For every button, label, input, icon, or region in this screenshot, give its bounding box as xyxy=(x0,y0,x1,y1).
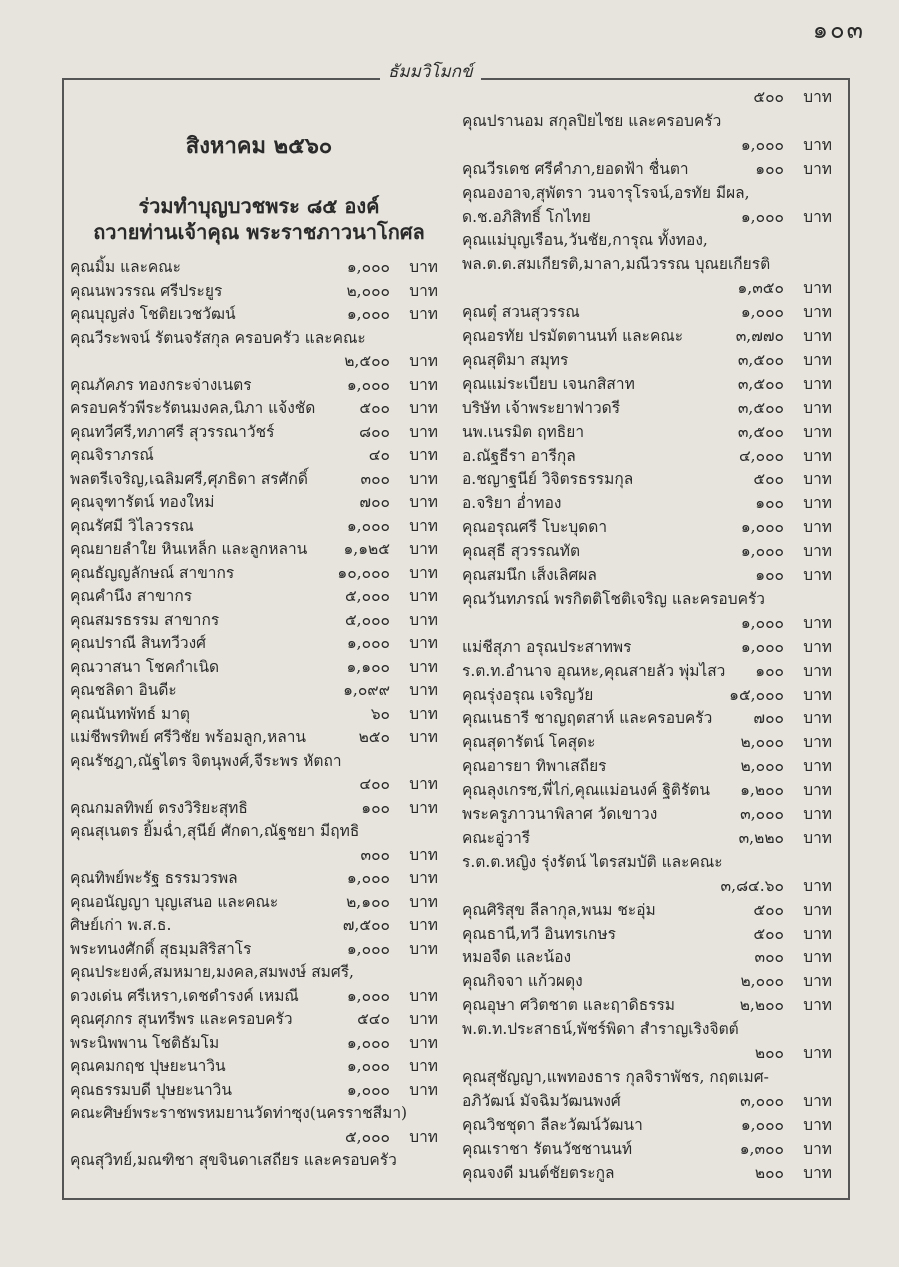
currency-unit: บาท xyxy=(803,303,832,322)
currency-unit: บาท xyxy=(803,613,832,632)
currency-unit: บาท xyxy=(409,446,438,464)
donation-amount: ๑๐๐ xyxy=(361,798,390,817)
currency-unit: บาท xyxy=(409,305,438,323)
donor-name: คุณตุ๋ สวนสุวรรณ xyxy=(462,303,580,322)
donor-name: ร.ต.ต.หญิง รุ่งรัตน์ ไตรสมบัติ และคณะ xyxy=(462,852,723,871)
donation-amount: ๑,๐๐๐ xyxy=(740,613,784,632)
donor-name: คุณองอาจ,สุพัตรา วนจารุโรจน์,อรทัย มีผล, xyxy=(462,183,750,202)
currency-unit: บาท xyxy=(409,1057,438,1075)
donor-name: คุณสุวิทย์,มณฑิชา สุขจินดาเสถียร และครอบครัว xyxy=(70,1151,397,1169)
donation-amount: ๕๐๐ xyxy=(753,900,784,919)
donation-amount: ๓,๕๐๐ xyxy=(737,398,784,417)
donor-name: คุณอุษา ศวิตชาต และฤาดิธรรม xyxy=(462,996,676,1015)
donor-name: คุณทวีศรี,ทภาศรี สุวรรณาวัชร์ xyxy=(70,422,275,441)
donation-amount: ๒,๐๐๐ xyxy=(740,733,784,752)
donation-amount: ๓,๕๐๐ xyxy=(737,422,784,441)
donor-name: คุณนันทพัทธ์ มาตุ xyxy=(70,704,190,723)
donor-name: คุณแม่บุญเรือน,วันชัย,การุณ ทั้งทอง, xyxy=(462,231,708,250)
donor-name: คุณจงดี มนต์ชัยตระกูล xyxy=(462,1163,615,1182)
donation-amount: ๒๕๐ xyxy=(358,728,390,746)
donor-name: คุณวีรเดช ศรีคำภา,ยอดฟ้า ชื่นตา xyxy=(462,159,689,178)
donor-name: คุณอรุณศรี โบะบุดดา xyxy=(462,518,608,537)
donation-amount: ๒,๑๐๐ xyxy=(346,892,390,911)
currency-unit: บาท xyxy=(409,422,438,441)
magazine-name: ธัมมวิโมกข์ xyxy=(380,58,481,85)
donor-name: คุณเนธารี ชาญฤตสาห์ และครอบครัว xyxy=(462,709,713,728)
currency-unit: บาท xyxy=(409,258,438,276)
donation-amount: ๔๐๐ xyxy=(359,775,390,793)
currency-unit: บาท xyxy=(409,540,438,558)
donation-amount: ๒,๒๐๐ xyxy=(739,996,784,1015)
currency-unit: บาท xyxy=(409,493,438,511)
donation-amount: ๕๐๐ xyxy=(753,88,784,106)
donor-name: ด.ช.อภิสิทธิ์ โกไทย xyxy=(462,207,591,226)
currency-unit: บาท xyxy=(409,281,438,300)
donation-amount: ๑,๐๐๐ xyxy=(346,305,390,323)
donation-amount: ๑,๑๐๐ xyxy=(346,657,390,676)
donation-amount: ๓๐๐ xyxy=(360,845,390,864)
donation-amount: ๕๔๐ xyxy=(357,1010,390,1028)
currency-unit: บาท xyxy=(803,876,832,895)
donation-amount: ๗๐๐ xyxy=(753,709,784,728)
donation-amount: ๕๐๐ xyxy=(753,924,784,943)
currency-unit: บาท xyxy=(803,996,832,1015)
donor-name: คุณวันทภรณ์ พรกิตติโชติเจริญ และครอบครัว xyxy=(462,589,765,608)
donor-name: คุณปรานอม สกุลปิยไชย และครอบครัว xyxy=(462,111,722,130)
donor-name: คุณศุภกร สุนทรีพร และครอบครัว xyxy=(70,1010,293,1028)
donation-amount: ๑,๐๐๐ xyxy=(740,135,784,154)
donation-amount: ๓,๐๐๐ xyxy=(740,805,784,823)
donor-name: ศิษย์เก่า พ.ส.ธ. xyxy=(70,916,172,934)
donation-amount: ๑,๐๐๐ xyxy=(346,1080,390,1099)
donation-amount: ๒๐๐ xyxy=(754,1163,784,1182)
donation-amount: ๕๐๐ xyxy=(359,399,390,417)
donation-amount: ๑,๐๐๐ xyxy=(346,258,390,276)
donor-name: คุณสุดารัตน์ โคสุดะ xyxy=(462,733,596,752)
donation-amount: ๑๐๐ xyxy=(755,566,784,584)
donor-name: คุณรัชฎา,ณัฐไตร จิตนุพงศ์,จีระพร หัตถา xyxy=(70,751,342,770)
donor-name: คุณภัคภร ทองกระจ่างเนตร xyxy=(70,375,252,394)
currency-unit: บาท xyxy=(803,828,832,847)
currency-unit: บาท xyxy=(803,948,832,967)
donor-name: คุณอารยา ทิพาเสถียร xyxy=(462,757,607,776)
donation-amount: ๑,๐๙๙ xyxy=(343,681,390,699)
donor-name: คุณวิชชุดา ลีละวัฒน์วัฒนา xyxy=(462,1115,643,1134)
donation-amount: ๓,๗๗๐ xyxy=(735,327,784,345)
donor-name: คุณอรทัย ปรมัตตานนท์ และคณะ xyxy=(462,327,684,345)
donor-name: คุณวาสนา โชคกำเนิด xyxy=(70,657,220,676)
donation-amount: ๕,๐๐๐ xyxy=(344,1127,390,1146)
donation-amount: ๑,๐๐๐ xyxy=(346,1057,390,1075)
currency-unit: บาท xyxy=(803,685,832,704)
donor-name: คุณลุงเกรซ,พี่ไก่,คุณแม่อนงค์ ฐิติรัตน xyxy=(462,781,710,800)
donor-name: คุณเราชา รัตนวัชชานนท์ xyxy=(462,1139,633,1158)
donor-name: คุณธรรมบดี ปุษยะนาวิน xyxy=(70,1080,232,1099)
donation-amount: ๔๐ xyxy=(368,446,390,464)
donation-amount: ๑๐๐ xyxy=(755,159,784,178)
donation-amount: ๓,๕๐๐ xyxy=(737,350,784,369)
donor-name: พล.ต.ต.สมเกียรติ,มาลา,มณีวรรณ บุณยเกียรติ xyxy=(462,255,771,274)
donor-name: คุณประยงค์,สมหมาย,มงคล,สมพงษ์ สมศรี, xyxy=(70,963,354,981)
donor-name: อภิวัฒน์ มัจฉิมวัฒนพงศ์ xyxy=(462,1091,621,1110)
currency-unit: บาท xyxy=(409,1080,438,1099)
donor-name: พระครูภาวนาพิลาศ วัดเขาวง xyxy=(462,805,658,823)
donor-name: คุณสุชัญญา,แพทองธาร กุลจิราพัชร, กฤตเมศ- xyxy=(462,1067,769,1086)
donor-name: คุณจุฑารัตน์ ทองใหม่ xyxy=(70,493,215,511)
donor-name: บริษัท เจ้าพระยาฟาวดรี xyxy=(462,398,621,417)
donor-name: คุณธัญญลักษณ์ สาขากร xyxy=(70,563,235,582)
donation-amount: ๑,๓๕๐ xyxy=(737,279,784,298)
donor-name: คุณทิพย์พะรัฐ ธรรมวรพล xyxy=(70,869,238,887)
donor-name: คุณบุญส่ง โชติยเวชวัฒน์ xyxy=(70,305,236,323)
donation-amount: ๑,๑๒๕ xyxy=(343,540,390,558)
donation-amount: ๑๐๐ xyxy=(755,661,784,680)
page-number: ๑๐๓ xyxy=(812,16,865,44)
currency-unit: บาท xyxy=(409,563,438,582)
currency-unit: บาท xyxy=(803,446,832,465)
currency-unit: บาท xyxy=(409,728,438,746)
currency-unit: บาท xyxy=(803,470,832,489)
donation-amount: ๒,๐๐๐ xyxy=(740,757,784,776)
donation-amount: ๑,๐๐๐ xyxy=(740,518,784,537)
donation-amount: ๑๐,๐๐๐ xyxy=(337,563,390,582)
donation-amount: ๑,๐๐๐ xyxy=(740,637,784,656)
donation-amount: ๑,๐๐๐ xyxy=(346,986,390,1005)
donor-name: นพ.เนรมิต ฤทธิยา xyxy=(462,422,585,441)
donation-amount: ๑๐๐ xyxy=(755,494,784,513)
currency-unit: บาท xyxy=(803,1163,832,1182)
donation-amount: ๑,๐๐๐ xyxy=(740,542,784,561)
currency-unit: บาท xyxy=(409,352,438,370)
heading-line-2: ถวายท่านเจ้าคุณ พระราชภาวนาโกศล xyxy=(93,220,425,244)
donor-name: คณะศิษย์พระราชพรหมยานวัดท่าซุง(นครราชสีมา) xyxy=(70,1104,408,1122)
donor-name: พระนิพพาน โชติธัมโม xyxy=(70,1033,220,1052)
donation-amount: ๓๐๐ xyxy=(360,469,390,488)
donation-amount: ๓,๘๔.๖๐ xyxy=(720,876,784,895)
donation-amount: ๑,๐๐๐ xyxy=(346,869,390,887)
currency-unit: บาท xyxy=(409,798,438,817)
currency-unit: บาท xyxy=(803,374,832,393)
donation-amount: ๑,๐๐๐ xyxy=(346,939,390,958)
currency-unit: บาท xyxy=(803,207,832,226)
donor-name: อ.จริยา อ่ำทอง xyxy=(462,494,562,513)
currency-unit: บาท xyxy=(409,399,438,417)
currency-unit: บาท xyxy=(409,469,438,488)
currency-unit: บาท xyxy=(803,781,832,800)
currency-unit: บาท xyxy=(803,422,832,441)
donor-name: หมอจืด และน้อง xyxy=(462,948,572,967)
currency-unit: บาท xyxy=(803,1115,832,1134)
currency-unit: บาท xyxy=(409,1033,438,1052)
currency-unit: บาท xyxy=(409,775,438,793)
donation-amount: ๒๐๐ xyxy=(754,1044,784,1062)
donation-amount: ๑,๓๐๐ xyxy=(739,1139,784,1158)
currency-unit: บาท xyxy=(803,398,832,417)
currency-unit: บาท xyxy=(803,88,832,106)
donor-name: คุณสุธี สุวรรณทัต xyxy=(462,542,581,561)
currency-unit: บาท xyxy=(409,657,438,676)
donation-amount: ๗๐๐ xyxy=(359,493,390,511)
donation-amount: ๓,๕๐๐ xyxy=(737,374,784,393)
currency-unit: บาท xyxy=(803,757,832,776)
donor-name: ครอบครัวพีระรัตนมงคล,นิภา แจ้งชัด xyxy=(70,399,316,417)
currency-unit: บาท xyxy=(409,916,438,934)
currency-unit: บาท xyxy=(409,1010,438,1028)
currency-unit: บาท xyxy=(409,869,438,887)
currency-unit: บาท xyxy=(409,610,438,629)
donor-name: คุณชลิดา อินดีะ xyxy=(70,681,177,699)
donor-name: อ.ณัฐธีรา อารีกุล xyxy=(462,446,576,465)
donor-name: คุณธานี,ทวี อินทรเกษร xyxy=(462,924,616,943)
currency-unit: บาท xyxy=(409,939,438,958)
donor-name: คุณมิ้ม และคณะ xyxy=(70,258,181,276)
donor-name: พ.ต.ท.ประสาธน์,พัชร์พิดา สำราญเริงจิตต์ xyxy=(462,1020,739,1039)
currency-unit: บาท xyxy=(803,159,832,178)
donation-amount: ๑,๐๐๐ xyxy=(740,303,784,322)
donor-name: คุณจิราภรณ์ xyxy=(70,446,154,464)
currency-unit: บาท xyxy=(409,516,438,535)
donor-name: คุณปราณี สินทวีวงศ์ xyxy=(70,634,207,652)
donor-name: อ.ชญาฐนีย์ วิจิตรธรรมกุล xyxy=(462,470,634,489)
donor-name: ร.ต.ท.อำนาจ อุณหะ,คุณสายลัว พุ่มไสว xyxy=(462,661,726,680)
currency-unit: บาท xyxy=(803,518,832,537)
donor-name: คุณรุ่งอรุณ เจริญวัย xyxy=(462,685,594,704)
donation-amount: ๓,๒๒๐ xyxy=(738,828,784,847)
currency-unit: บาท xyxy=(803,494,832,513)
currency-unit: บาท xyxy=(803,327,832,345)
currency-unit: บาท xyxy=(409,892,438,911)
currency-unit: บาท xyxy=(803,135,832,154)
donor-name: ดวงเด่น ศรีเหรา,เดชดำรงค์ เหมณี xyxy=(70,986,299,1005)
currency-unit: บาท xyxy=(409,681,438,699)
donation-amount: ๕๐๐ xyxy=(753,470,784,489)
donor-name: คุณกมลทิพย์ ตรงวิริยะสุทธิ xyxy=(70,798,248,817)
donor-name: แม่ชีพรทิพย์ ศรีวิชัย พร้อมลูก,หลาน xyxy=(70,728,307,746)
donor-name: คุณคำนึง สาขากร xyxy=(70,587,193,605)
donation-amount: ๑,๒๐๐ xyxy=(740,781,784,800)
currency-unit: บาท xyxy=(803,805,832,823)
currency-unit: บาท xyxy=(803,1044,832,1062)
currency-unit: บาท xyxy=(803,542,832,561)
donor-name: คณะอู่วารี xyxy=(462,828,531,847)
currency-unit: บาท xyxy=(803,709,832,728)
donor-name: คุณคมกฤช ปุษยะนาวิน xyxy=(70,1057,226,1075)
donation-amount: ๑,๐๐๐ xyxy=(346,375,390,394)
currency-unit: บาท xyxy=(409,375,438,394)
month-title: สิงหาคม ๒๕๖๐ xyxy=(185,133,333,159)
donor-name: คุณนพวรรณ ศรีประยูร xyxy=(70,281,223,300)
currency-unit: บาท xyxy=(803,1139,832,1158)
donation-amount: ๑,๐๐๐ xyxy=(346,516,390,535)
currency-unit: บาท xyxy=(803,350,832,369)
currency-unit: บาท xyxy=(409,587,438,605)
donation-amount: ๒,๕๐๐ xyxy=(344,352,390,370)
donor-name: คุณสมนึก เส็งเลิศผล xyxy=(462,566,597,584)
donation-amount: ๑๕,๐๐๐ xyxy=(729,685,784,704)
currency-unit: บาท xyxy=(803,279,832,298)
donor-name: พระทนงศักดิ์ สุธมฺมสิริสาโร xyxy=(70,939,252,958)
donation-amount: ๕,๐๐๐ xyxy=(344,587,390,605)
donation-amount: ๗,๕๐๐ xyxy=(342,916,390,934)
donor-name: คุณแม่ระเบียบ เจนกสิสาท xyxy=(462,374,635,393)
currency-unit: บาท xyxy=(803,661,832,680)
donation-amount: ๘๐๐ xyxy=(359,422,390,441)
donation-amount: ๓๐๐ xyxy=(754,948,784,967)
currency-unit: บาท xyxy=(803,900,832,919)
currency-unit: บาท xyxy=(409,845,438,864)
donor-name: พลตรีเจริญ,เฉลิมศรี,ศุภธิดา สรศักดิ์ xyxy=(70,469,308,488)
currency-unit: บาท xyxy=(803,972,832,991)
donor-name: คุณรัศมี วิไลวรรณ xyxy=(70,516,194,535)
donor-name: คุณอนัญญา บุญเสนอ และคณะ xyxy=(70,892,279,911)
heading-line-1: ร่วมทำบุญบวชพระ ๘๕ องค์ xyxy=(138,194,380,218)
donor-name: คุณวีระพจน์ รัตนจรัสกุล ครอบครัว และคณะ xyxy=(70,328,366,347)
currency-unit: บาท xyxy=(409,986,438,1005)
donor-name: คุณยายลำใย หินเหล็ก และลูกหลาน xyxy=(70,540,308,558)
donor-name: คุณสุเนตร ยิ้มฉ่ำ,สุนีย์ ศักดา,ณัฐชยา มีฤทธิ xyxy=(70,822,360,840)
donation-amount: ๕,๐๐๐ xyxy=(344,610,390,629)
donor-name: แม่ชีสุภา อรุณประสาทพร xyxy=(462,637,632,656)
currency-unit: บาท xyxy=(803,637,832,656)
donation-amount: ๑,๐๐๐ xyxy=(346,634,390,652)
currency-unit: บาท xyxy=(803,924,832,943)
donation-amount: ๒,๐๐๐ xyxy=(346,281,390,300)
currency-unit: บาท xyxy=(803,566,832,584)
currency-unit: บาท xyxy=(409,1127,438,1146)
donation-amount: ๓,๐๐๐ xyxy=(740,1091,784,1110)
donor-name: คุณสุติมา สมุทร xyxy=(462,350,569,369)
donation-amount: ๑,๐๐๐ xyxy=(740,207,784,226)
donor-name: คุณกิจจา แก้วผดุง xyxy=(462,972,583,991)
currency-unit: บาท xyxy=(803,733,832,752)
currency-unit: บาท xyxy=(803,1091,832,1110)
donor-name: คุณศิริสุข ลีลากุล,พนม ชะอุ่ม xyxy=(462,900,656,919)
donation-amount: ๒,๐๐๐ xyxy=(740,972,784,991)
currency-unit: บาท xyxy=(409,704,438,723)
donation-amount: ๔,๐๐๐ xyxy=(738,446,784,465)
donation-amount: ๑,๐๐๐ xyxy=(346,1033,390,1052)
donor-name: คุณสมรธรรม สาขากร xyxy=(70,610,220,629)
donation-amount: ๑,๐๐๐ xyxy=(740,1115,784,1134)
donation-amount: ๖๐ xyxy=(370,704,390,723)
currency-unit: บาท xyxy=(409,634,438,652)
